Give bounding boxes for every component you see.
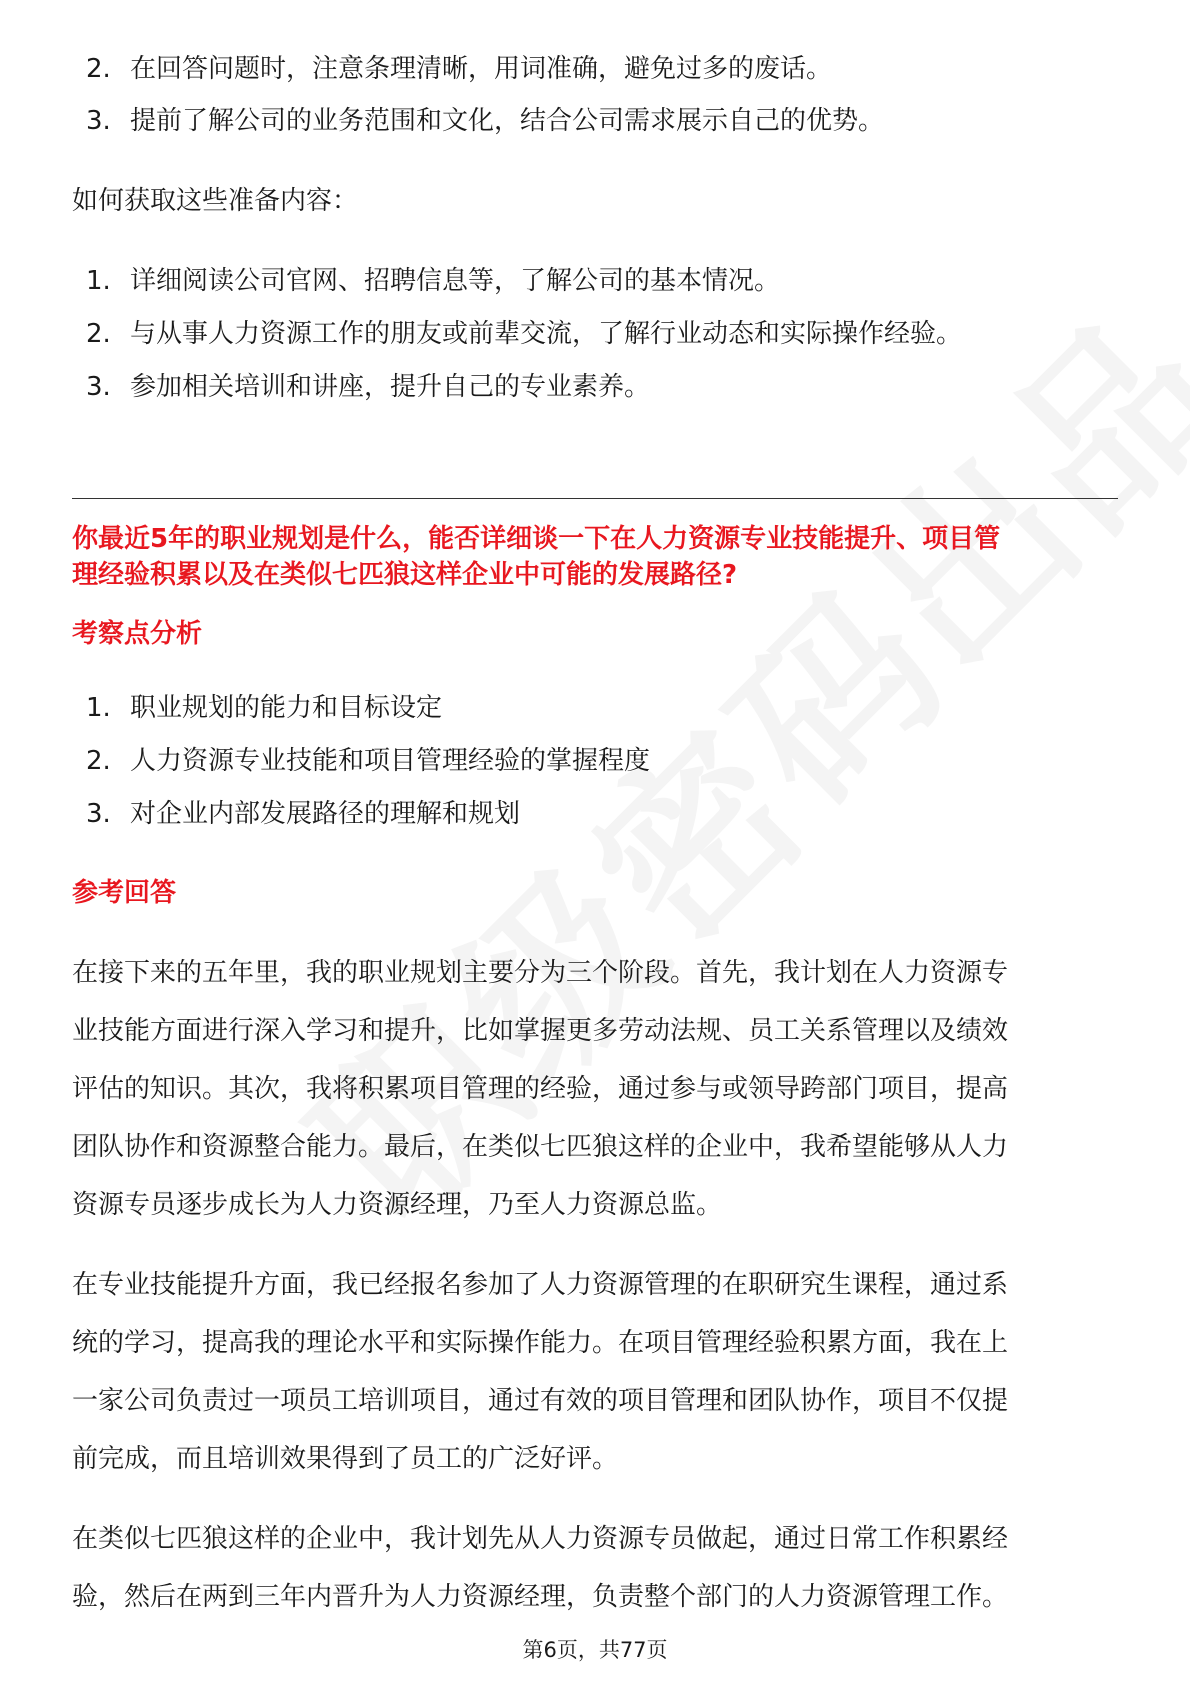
list-item: 2. 在回答问题时，注意条理清晰，用词准确，避免过多的废话。 bbox=[86, 54, 833, 84]
list-item: 3. 参加相关培训和讲座，提升自己的专业素养。 bbox=[86, 372, 651, 402]
answer-title: 参考回答 bbox=[72, 878, 177, 908]
answer-line: 评估的知识。其次，我将积累项目管理的经验，通过参与或领导跨部门项目，提高 bbox=[72, 1074, 1009, 1104]
list-item: 3. 对企业内部发展路径的理解和规划 bbox=[86, 799, 521, 829]
answer-line: 业技能方面进行深入学习和提升，比如掌握更多劳动法规、员工关系管理以及绩效 bbox=[72, 1016, 1009, 1046]
answer-line: 在接下来的五年里，我的职业规划主要分为三个阶段。首先，我计划在人力资源专 bbox=[72, 958, 1009, 988]
list-item: 1. 详细阅读公司官网、招聘信息等，了解公司的基本情况。 bbox=[86, 266, 781, 296]
page-footer: 第6页，共77页 bbox=[522, 1638, 668, 1662]
section-divider bbox=[72, 498, 1118, 499]
answer-line: 前完成，而且培训效果得到了员工的广泛好评。 bbox=[72, 1444, 619, 1474]
prep-heading: 如何获取这些准备内容： bbox=[72, 186, 359, 216]
answer-line: 团队协作和资源整合能力。最后，在类似七匹狼这样的企业中，我希望能够从人力 bbox=[72, 1132, 1009, 1162]
question-line-1: 你最近5年的职业规划是什么，能否详细谈一下在人力资源专业技能提升、项目管 bbox=[72, 524, 1001, 554]
answer-line: 验，然后在两到三年内晋升为人力资源经理，负责整个部门的人力资源管理工作。 bbox=[72, 1582, 1009, 1612]
list-item: 1. 职业规划的能力和目标设定 bbox=[86, 693, 443, 723]
list-item: 3. 提前了解公司的业务范围和文化，结合公司需求展示自己的优势。 bbox=[86, 106, 885, 136]
answer-line: 在专业技能提升方面，我已经报名参加了人力资源管理的在职研究生课程，通过系 bbox=[72, 1270, 1009, 1300]
answer-line: 一家公司负责过一项员工培训项目，通过有效的项目管理和团队协作，项目不仅提 bbox=[72, 1386, 1009, 1416]
analysis-title: 考察点分析 bbox=[72, 619, 203, 649]
answer-line: 资源专员逐步成长为人力资源经理，乃至人力资源总监。 bbox=[72, 1190, 723, 1220]
question-line-2: 理经验积累以及在类似七匹狼这样企业中可能的发展路径? bbox=[72, 560, 738, 590]
answer-line: 在类似七匹狼这样的企业中，我计划先从人力资源专员做起，通过日常工作积累经 bbox=[72, 1524, 1009, 1554]
answer-line: 统的学习，提高我的理论水平和实际操作能力。在项目管理经验积累方面，我在上 bbox=[72, 1328, 1009, 1358]
list-item: 2. 人力资源专业技能和项目管理经验的掌握程度 bbox=[86, 746, 651, 776]
list-item: 2. 与从事人力资源工作的朋友或前辈交流，了解行业动态和实际操作经验。 bbox=[86, 319, 963, 349]
